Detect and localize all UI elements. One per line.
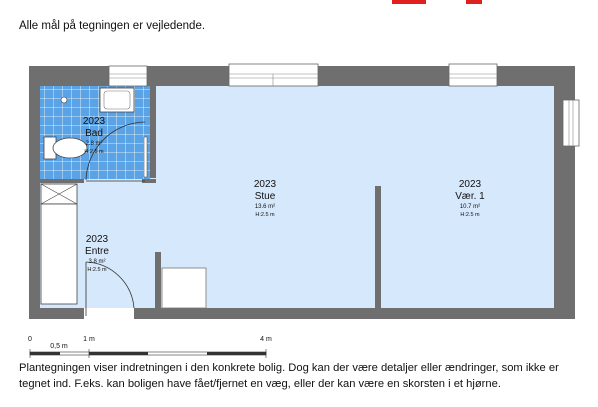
room-year: 2023 bbox=[458, 179, 482, 190]
window-stue bbox=[229, 64, 318, 86]
room-name: Bad bbox=[85, 128, 103, 139]
room-area: 10.7 m² bbox=[459, 204, 481, 210]
scale-label-0: 0 bbox=[28, 336, 32, 343]
room-label-entre bbox=[85, 234, 109, 273]
room-divider-wall bbox=[375, 186, 381, 308]
room-height: H:2.5 m bbox=[460, 212, 480, 218]
floor-drain bbox=[61, 97, 67, 103]
room-name: Stue bbox=[254, 191, 276, 202]
room-area: 2.8 m² bbox=[85, 141, 103, 147]
toilet bbox=[53, 138, 87, 158]
scale-label-1m: 1 m bbox=[83, 336, 95, 343]
scale-bar bbox=[28, 336, 272, 358]
entrance-door-opening bbox=[84, 308, 134, 319]
bath-wall-horizontal bbox=[40, 179, 84, 183]
entrance-wall-stub bbox=[155, 252, 161, 308]
room-height: H:2.5 m bbox=[87, 267, 107, 273]
room-year: 2023 bbox=[82, 116, 106, 127]
room-label-bad bbox=[83, 116, 106, 155]
kitchen-counter bbox=[162, 268, 206, 308]
room-name: Vær. 1 bbox=[455, 191, 485, 202]
room-area: 13.6 m² bbox=[254, 204, 276, 210]
shower-screen bbox=[144, 137, 147, 177]
coat-cabinet bbox=[41, 204, 77, 304]
room-area: 3.8 m² bbox=[88, 259, 106, 265]
disclaimer-text: Alle mål på tegningen er vejledende. bbox=[19, 20, 206, 32]
room-label-stue bbox=[254, 179, 277, 218]
window-vaer bbox=[449, 64, 497, 86]
living-floor bbox=[154, 86, 554, 308]
room-name: Entre bbox=[85, 246, 109, 257]
room-height: H:2.5 m bbox=[255, 212, 275, 218]
window-side bbox=[563, 100, 579, 146]
footer-note: Plantegningen viser indretningen i den konkrete bolig. Dog kan der være detaljer eller ændringer, som ikke er tegnet ind. F.eks. kan boligen have fået/fjernet en væg, eller der kan være en skorsten i et hjørne. bbox=[19, 362, 559, 390]
scale-label-half: 0,5 m bbox=[50, 343, 68, 350]
window-bath bbox=[109, 66, 147, 86]
room-year: 2023 bbox=[85, 234, 109, 245]
room-height: H:2.5 m bbox=[84, 149, 104, 155]
room-year: 2023 bbox=[253, 179, 277, 190]
bath-wall-vertical bbox=[150, 86, 156, 178]
scale-label-4m: 4 m bbox=[260, 336, 272, 343]
